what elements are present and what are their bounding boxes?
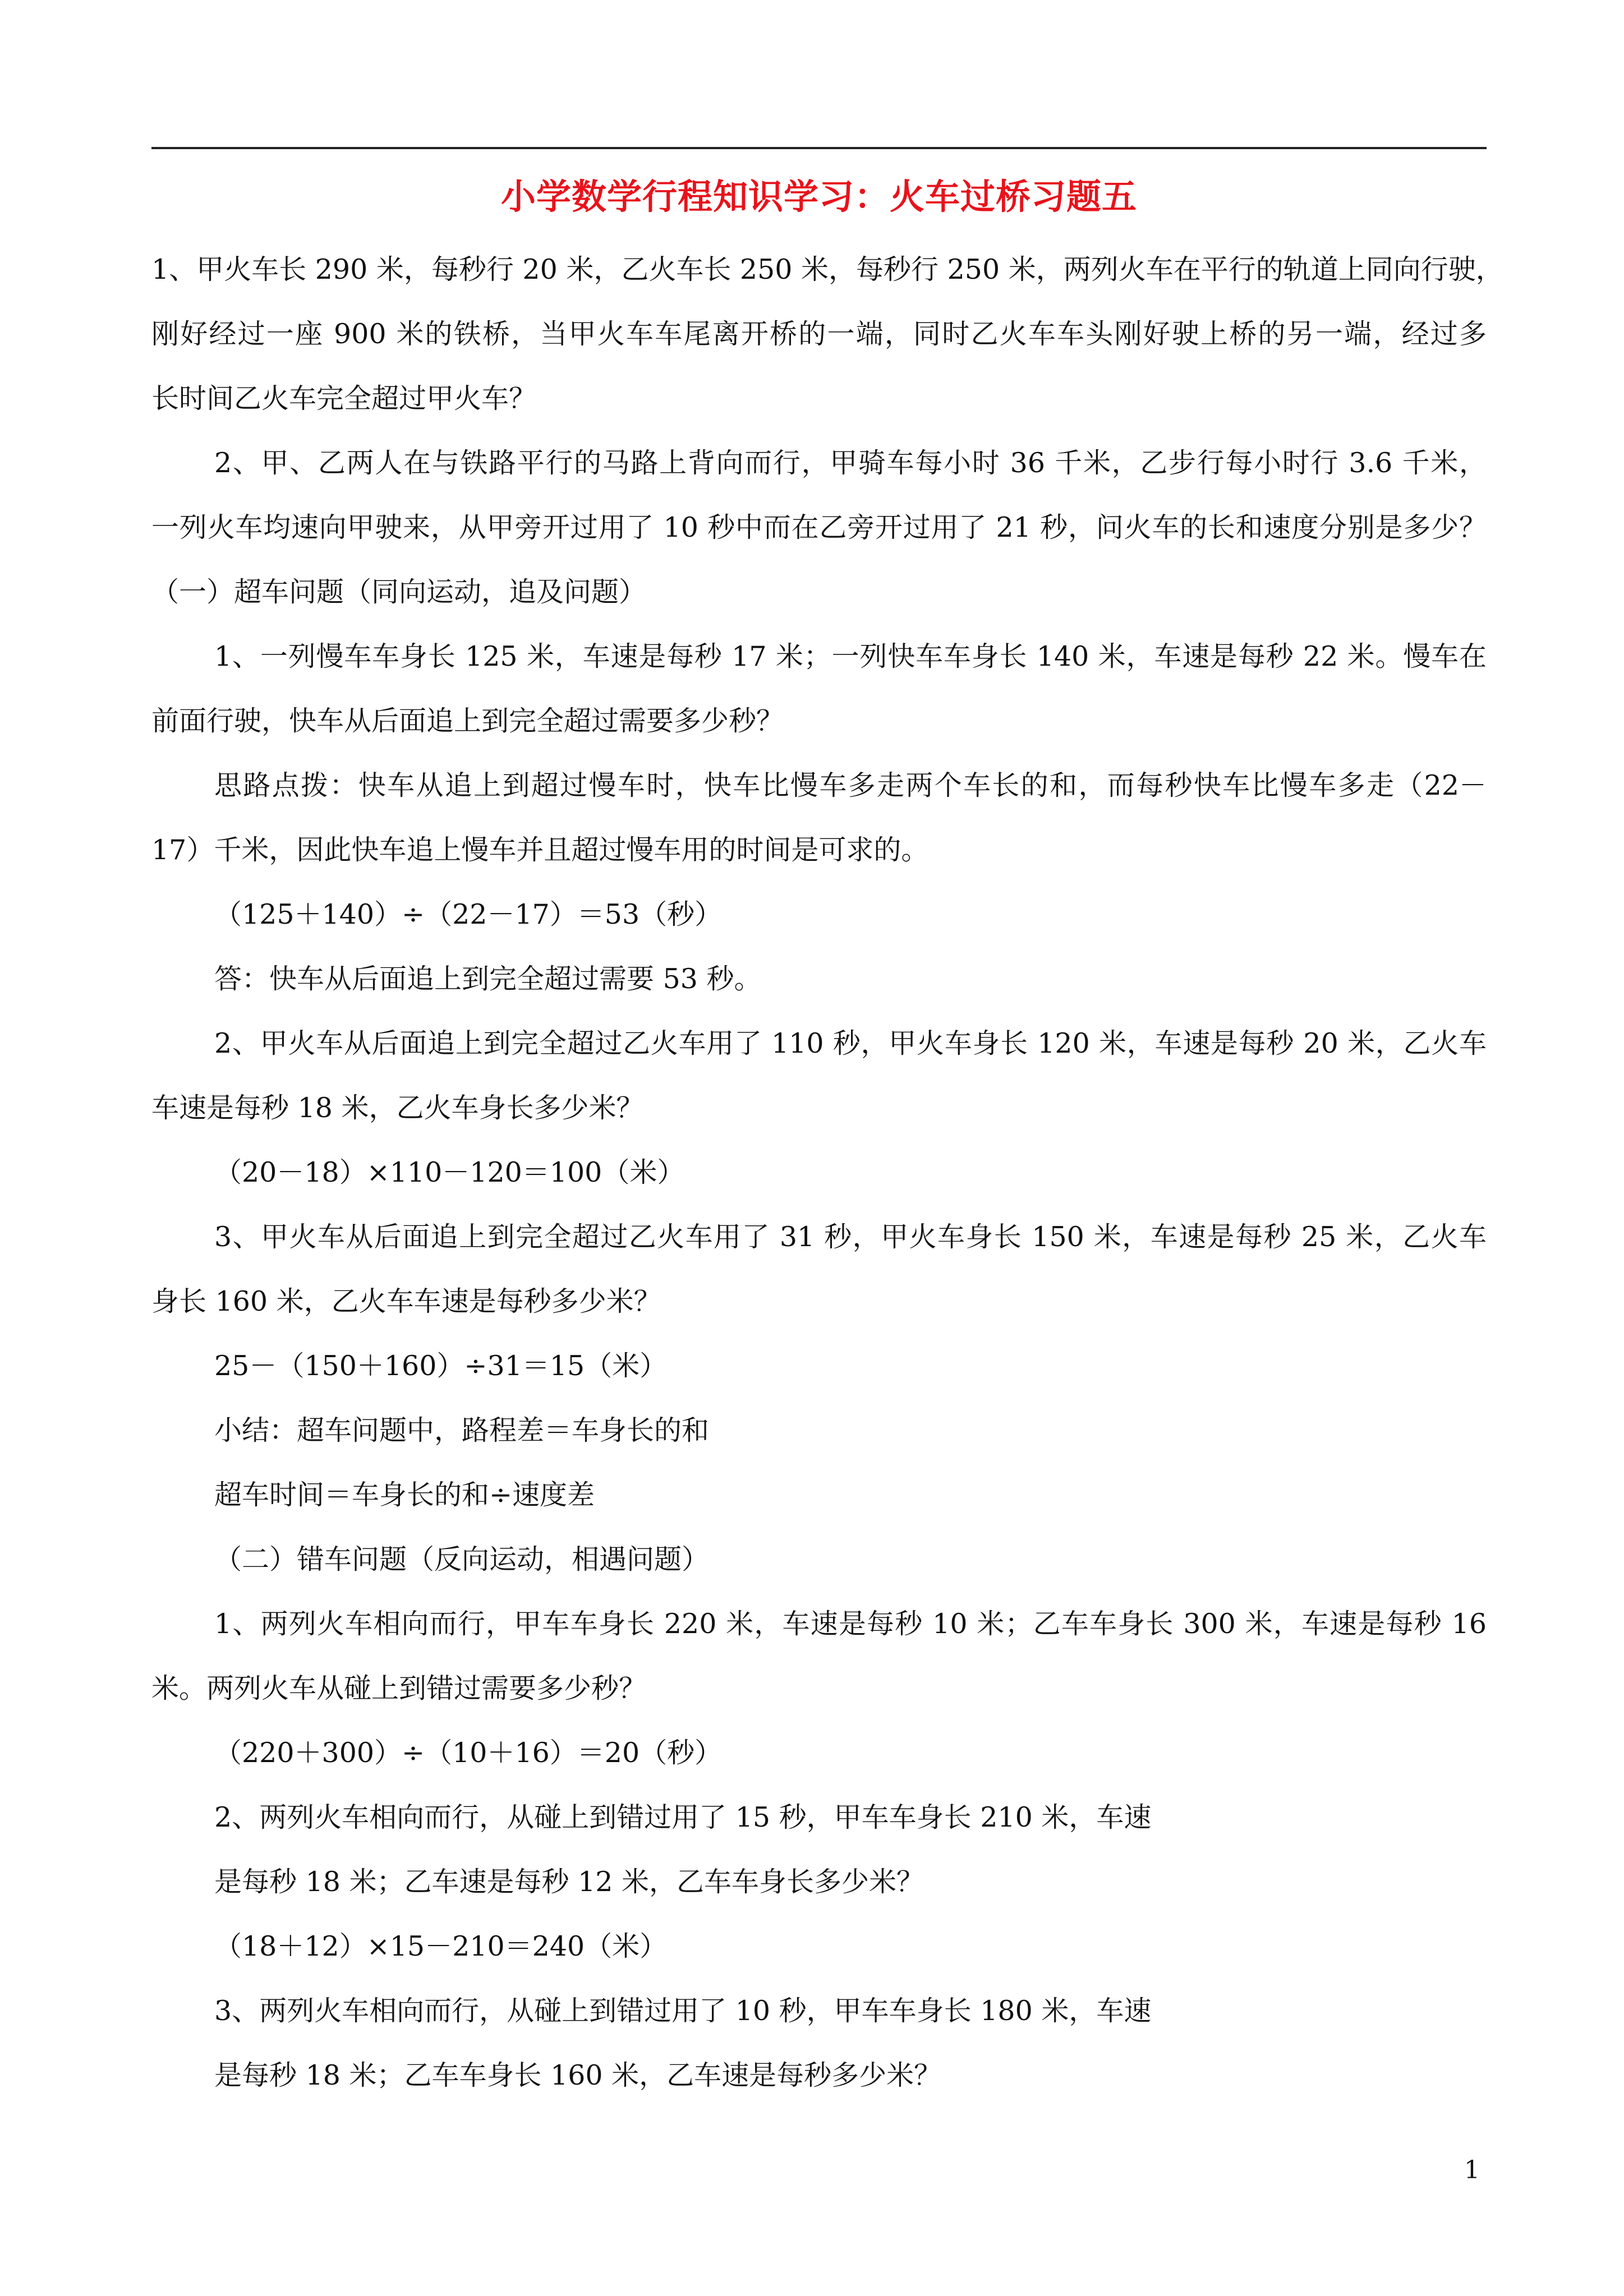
summary-line: 超车时间＝车身长的和÷速度差 xyxy=(214,1479,595,1511)
text-line: 2、两列火车相向而行，从碰上到错过用了 15 秒，甲车车身长 210 米，车速 xyxy=(214,1801,1152,1833)
text-line: 前面行驶，快车从后面追上到完全超过需要多少秒？ xyxy=(151,705,784,737)
page-number: 1 xyxy=(1464,2156,1480,2184)
text-line: 1、甲火车长 290 米，每秒行 20 米，乙火车长 250 米，每秒行 250 米，两列火车在平行的轨道上同向行驶， xyxy=(151,253,1503,285)
text-line: 是每秒 18 米；乙车车身长 160 米，乙车速是每秒多少米？ xyxy=(214,2059,942,2091)
text-line: 长时间乙火车完全超过甲火车？ xyxy=(151,382,537,414)
equation-line: 25－（150＋160）÷31＝15（米） xyxy=(214,1350,668,1382)
header-rule xyxy=(151,147,1487,149)
text-line: 是每秒 18 米；乙车速是每秒 12 米，乙车车身长多少米？ xyxy=(214,1866,924,1898)
text-line: 身长 160 米，乙火车车速是每秒多少米？ xyxy=(151,1285,661,1317)
text-line: 3、两列火车相向而行，从碰上到错过用了 10 秒，甲车车身长 180 米，车速 xyxy=(214,1995,1152,2027)
text-line: 1、两列火车相向而行，甲车车身长 220 米，车速是每秒 10 米；乙车车身长 300 米，车速是每秒 16 xyxy=(214,1608,1487,1640)
text-line: 17）千米，因此快车追上慢车并且超过慢车用的时间是可求的。 xyxy=(151,834,929,866)
text-line: 2、甲火车从后面追上到完全超过乙火车用了 110 秒，甲火车身长 120 米，车速是每秒 20 米，乙火车 xyxy=(214,1027,1487,1059)
equation-line: （18＋12）×15－210＝240（米） xyxy=(214,1930,668,1962)
summary-line: 小结：超车问题中，路程差＝车身长的和 xyxy=(214,1414,710,1446)
section-heading: （二）错车问题（反向运动，相遇问题） xyxy=(214,1543,710,1575)
text-line: 车速是每秒 18 米，乙火车身长多少米？ xyxy=(151,1092,644,1124)
section-heading: （一）超车问题（同向运动，追及问题） xyxy=(151,576,647,608)
answer-line: 答：快车从后面追上到完全超过需要 53 秒。 xyxy=(214,963,762,995)
text-line: 米。两列火车从碰上到错过需要多少秒？ xyxy=(151,1672,647,1704)
equation-line: （220＋300）÷（10＋16）＝20（秒） xyxy=(214,1737,723,1769)
equation-line: （125＋140）÷（22－17）＝53（秒） xyxy=(214,898,723,930)
text-line: 刚好经过一座 900 米的铁桥，当甲火车车尾离开桥的一端，同时乙火车车头刚好驶上桥的另一端，经过多 xyxy=(151,318,1487,350)
equation-line: （20－18）×110－120＝100（米） xyxy=(214,1156,685,1188)
text-line: 3、甲火车从后面追上到完全超过乙火车用了 31 秒，甲火车身长 150 米，车速是每秒 25 米，乙火车 xyxy=(214,1221,1487,1253)
text-line: 一列火车均速向甲驶来，从甲旁开过用了 10 秒中而在乙旁开过用了 21 秒，问火车的长和速度分别是多少？ xyxy=(151,511,1487,543)
document-title: 小学数学行程知识学习：火车过桥习题五 xyxy=(500,176,1137,217)
text-line: 思路点拨：快车从追上到超过慢车时，快车比慢车多走两个车长的和，而每秒快车比慢车多走（22－ xyxy=(214,769,1487,801)
text-line: 1、一列慢车车身长 125 米，车速是每秒 17 米；一列快车车身长 140 米，车速是每秒 22 米。慢车在 xyxy=(214,640,1487,672)
text-line: 2、甲、乙两人在与铁路平行的马路上背向而行，甲骑车每小时 36 千米，乙步行每小时行 3.6 千米， xyxy=(214,447,1487,479)
